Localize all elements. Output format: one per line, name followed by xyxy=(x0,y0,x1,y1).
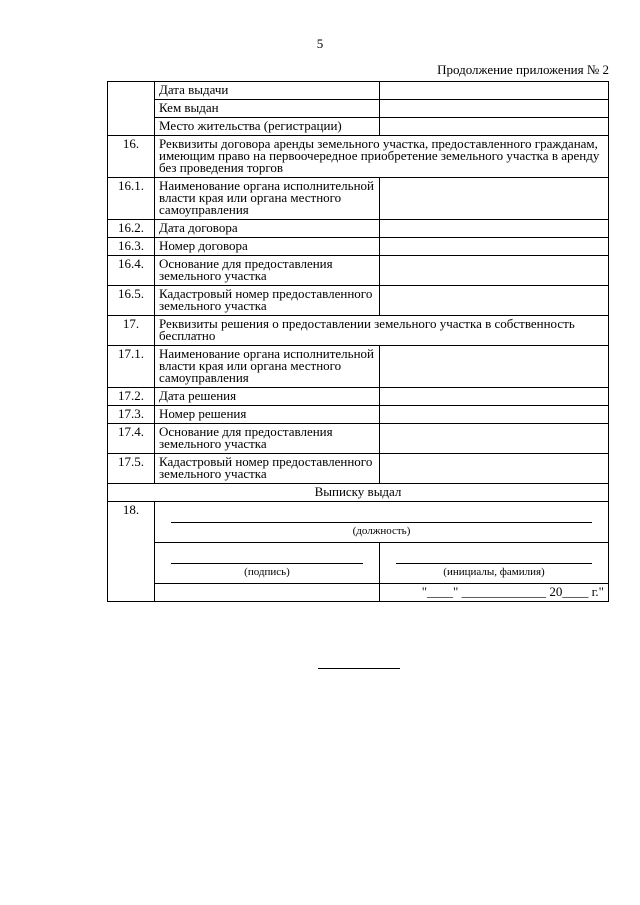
table-row xyxy=(108,346,609,388)
contract-date-value-cell[interactable] xyxy=(380,220,609,238)
issued-by-value-cell[interactable] xyxy=(380,100,609,118)
row-number: 17. xyxy=(108,316,155,346)
row-number: 16.3. xyxy=(108,238,155,256)
cadastral-number-label: Кадастровый номер предоставленного земельного участка xyxy=(155,286,380,316)
table-row xyxy=(108,136,609,178)
table-row xyxy=(108,424,609,454)
table-row xyxy=(108,256,609,286)
contract-number-label: Номер договора xyxy=(155,238,380,256)
row-number: 18. xyxy=(108,502,155,602)
table-row xyxy=(108,220,609,238)
name-cell xyxy=(380,543,609,584)
extract-form-table xyxy=(107,81,609,602)
residence-label: Место жительства (регистрации) xyxy=(155,118,380,136)
grant-basis-value-cell[interactable] xyxy=(380,424,609,454)
cadastral-number-value-cell[interactable] xyxy=(380,454,609,484)
row-number: 16.2. xyxy=(108,220,155,238)
page-number: 5 xyxy=(316,36,324,51)
decision-date-label: Дата решения xyxy=(155,388,380,406)
table-row xyxy=(108,178,609,220)
table-row xyxy=(108,286,609,316)
position-cell xyxy=(155,502,609,543)
row-number: 17.1. xyxy=(108,346,155,388)
issued-by-label: Кем выдан xyxy=(155,100,380,118)
table-row xyxy=(108,543,609,584)
row-number: 17.5. xyxy=(108,454,155,484)
row-number: 17.2. xyxy=(108,388,155,406)
issued-by-heading: Выписку выдал xyxy=(108,484,609,502)
lease-contract-section-title: Реквизиты договора аренды земельного участка, предоставленного гражданам, имеющим право на первоочередное приобретение земельного участка в аренду без проведения торгов xyxy=(155,136,609,178)
grant-basis-value-cell[interactable] xyxy=(380,256,609,286)
table-row xyxy=(108,454,609,484)
signature-line[interactable] xyxy=(171,553,363,564)
name-line[interactable] xyxy=(396,553,592,564)
empty-cell xyxy=(155,584,380,602)
cadastral-number-label: Кадастровый номер предоставленного земельного участка xyxy=(155,454,380,484)
position-caption: (должность) xyxy=(352,525,411,537)
empty-number-cell xyxy=(108,82,155,136)
row-number: 17.4. xyxy=(108,424,155,454)
cadastral-number-value-cell[interactable] xyxy=(380,286,609,316)
row-number: 17.3. xyxy=(108,406,155,424)
contract-number-value-cell[interactable] xyxy=(380,238,609,256)
residence-value-cell[interactable] xyxy=(380,118,609,136)
signature-caption: (подпись) xyxy=(244,566,290,578)
row-number: 16.1. xyxy=(108,178,155,220)
authority-name-value-cell[interactable] xyxy=(380,178,609,220)
decision-number-label: Номер решения xyxy=(155,406,380,424)
table-row xyxy=(108,82,609,100)
table-row xyxy=(108,100,609,118)
issue-date-label: Дата выдачи xyxy=(155,82,380,100)
contract-date-label: Дата договора xyxy=(155,220,380,238)
table-row xyxy=(108,316,609,346)
row-number: 16. xyxy=(108,136,155,178)
table-row xyxy=(108,584,609,602)
issue-date-value-cell[interactable] xyxy=(380,82,609,100)
table-row xyxy=(108,406,609,424)
table-row xyxy=(108,502,609,543)
position-line[interactable] xyxy=(171,512,592,523)
end-of-document-line xyxy=(318,668,400,669)
ownership-decision-section-title: Реквизиты решения о предоставлении земельного участка в собственность бесплатно xyxy=(155,316,609,346)
table-row xyxy=(108,388,609,406)
grant-basis-label: Основание для предоставления земельного участка xyxy=(155,256,380,286)
authority-name-label: Наименование органа исполнительной власти края или органа местного самоуправления xyxy=(155,178,380,220)
table-row xyxy=(108,118,609,136)
name-caption: (инициалы, фамилия) xyxy=(443,566,545,578)
signature-cell xyxy=(155,543,380,584)
appendix-continuation-label: Продолжение приложения № 2 xyxy=(437,62,609,77)
grant-basis-label: Основание для предоставления земельного участка xyxy=(155,424,380,454)
row-number: 16.4. xyxy=(108,256,155,286)
authority-name-value-cell[interactable] xyxy=(380,346,609,388)
decision-date-value-cell[interactable] xyxy=(380,388,609,406)
table-row xyxy=(108,238,609,256)
decision-number-value-cell[interactable] xyxy=(380,406,609,424)
row-number: 16.5. xyxy=(108,286,155,316)
authority-name-label: Наименование органа исполнительной власти края или органа местного самоуправления xyxy=(155,346,380,388)
date-line[interactable]: "____" _____________ 20____ г." xyxy=(380,584,609,602)
table-row xyxy=(108,484,609,502)
